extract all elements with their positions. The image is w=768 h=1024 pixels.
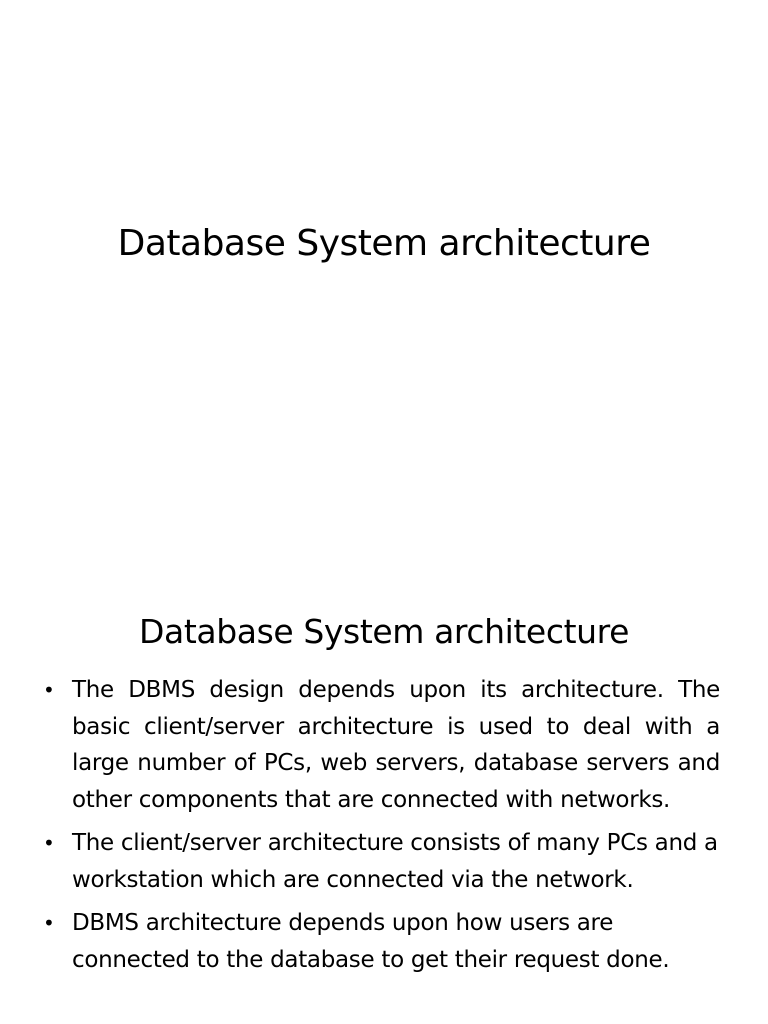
content-slide bbox=[0, 576, 768, 1024]
bullet-text: DBMS architecture depends upon how users are connected to the database to get their request done. bbox=[72, 910, 670, 973]
bullet-icon: • bbox=[43, 678, 55, 702]
bullet-text: The DBMS design depends upon its architecture. The basic client/server architecture is used to deal with a large number of PCs, web servers, database servers and other components that are connected with networks. bbox=[72, 677, 720, 813]
bullet-item bbox=[40, 825, 720, 898]
slide-title: Database System architecture bbox=[139, 612, 629, 651]
bullet-item bbox=[40, 672, 720, 818]
bullet-list bbox=[40, 672, 720, 985]
slide-title: Database System architecture bbox=[117, 223, 651, 264]
bullet-icon: • bbox=[43, 831, 55, 855]
bullet-text: The client/server architecture consists of many PCs and a workstation which are connected via the network. bbox=[72, 830, 718, 893]
bullet-icon: • bbox=[43, 911, 55, 935]
bullet-item bbox=[40, 905, 720, 978]
